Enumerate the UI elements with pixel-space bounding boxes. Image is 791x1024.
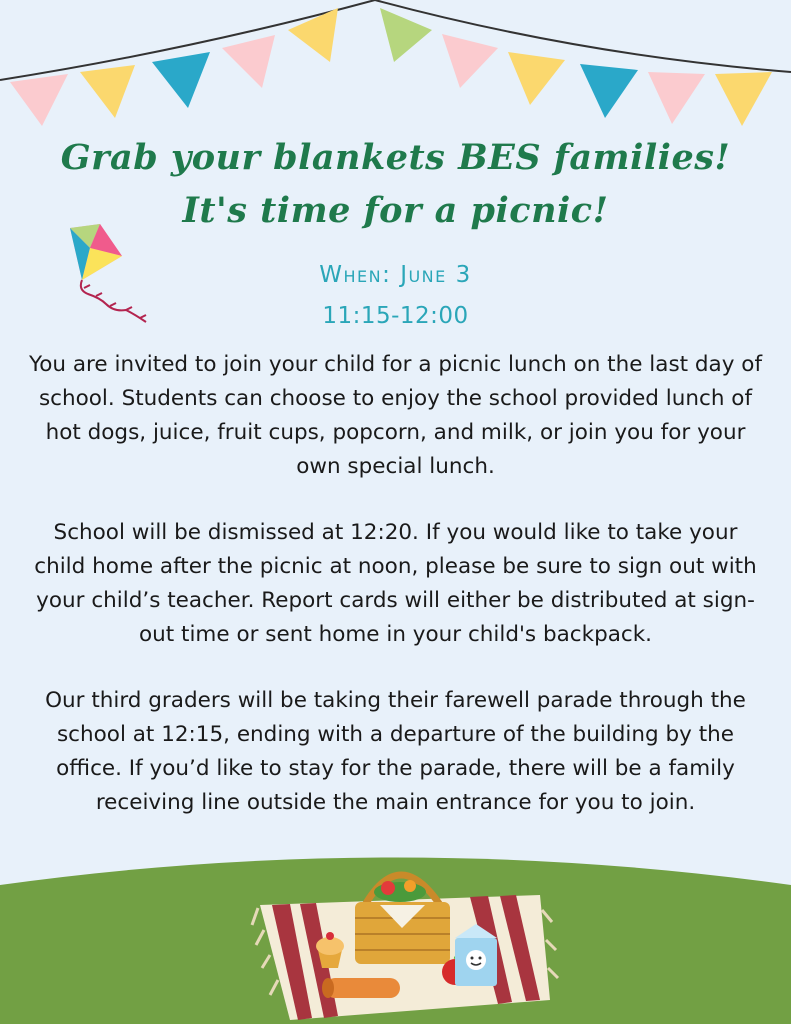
event-time: 11:15-12:00 — [322, 303, 469, 329]
title-line-1: Grab your blankets BES families! — [60, 137, 731, 178]
paragraph-invitation: You are invited to join your child for a picnic lunch on the last day of school. Students can choose to enjoy the school provided lunch of hot dogs, juice, fruit cups, popcorn, and milk, or join you for your own special lunch. — [28, 352, 763, 479]
paragraph-parade: Our third graders will be taking their farewell parade through the school at 12:15, ending with a departure of the building by the office. If you’d like to stay for the parade, there will be a family receiving line outside the main entrance for you to join. — [45, 688, 746, 815]
event-date: When: June 3 — [319, 262, 472, 288]
rolled-mat-icon — [322, 978, 400, 998]
picnic-blanket-icon — [250, 850, 560, 1024]
title-line-2: It's time for a picnic! — [182, 190, 609, 231]
paragraph-dismissal: School will be dismissed at 12:20. If you would like to take your child home after the picnic at noon, please be sure to sign out with your child’s teacher. Report cards will either be distributed at sign-out time or sent home in your child's backpack. — [34, 520, 757, 647]
bunting-flags — [0, 0, 791, 140]
picnic-basket-icon — [355, 875, 450, 964]
